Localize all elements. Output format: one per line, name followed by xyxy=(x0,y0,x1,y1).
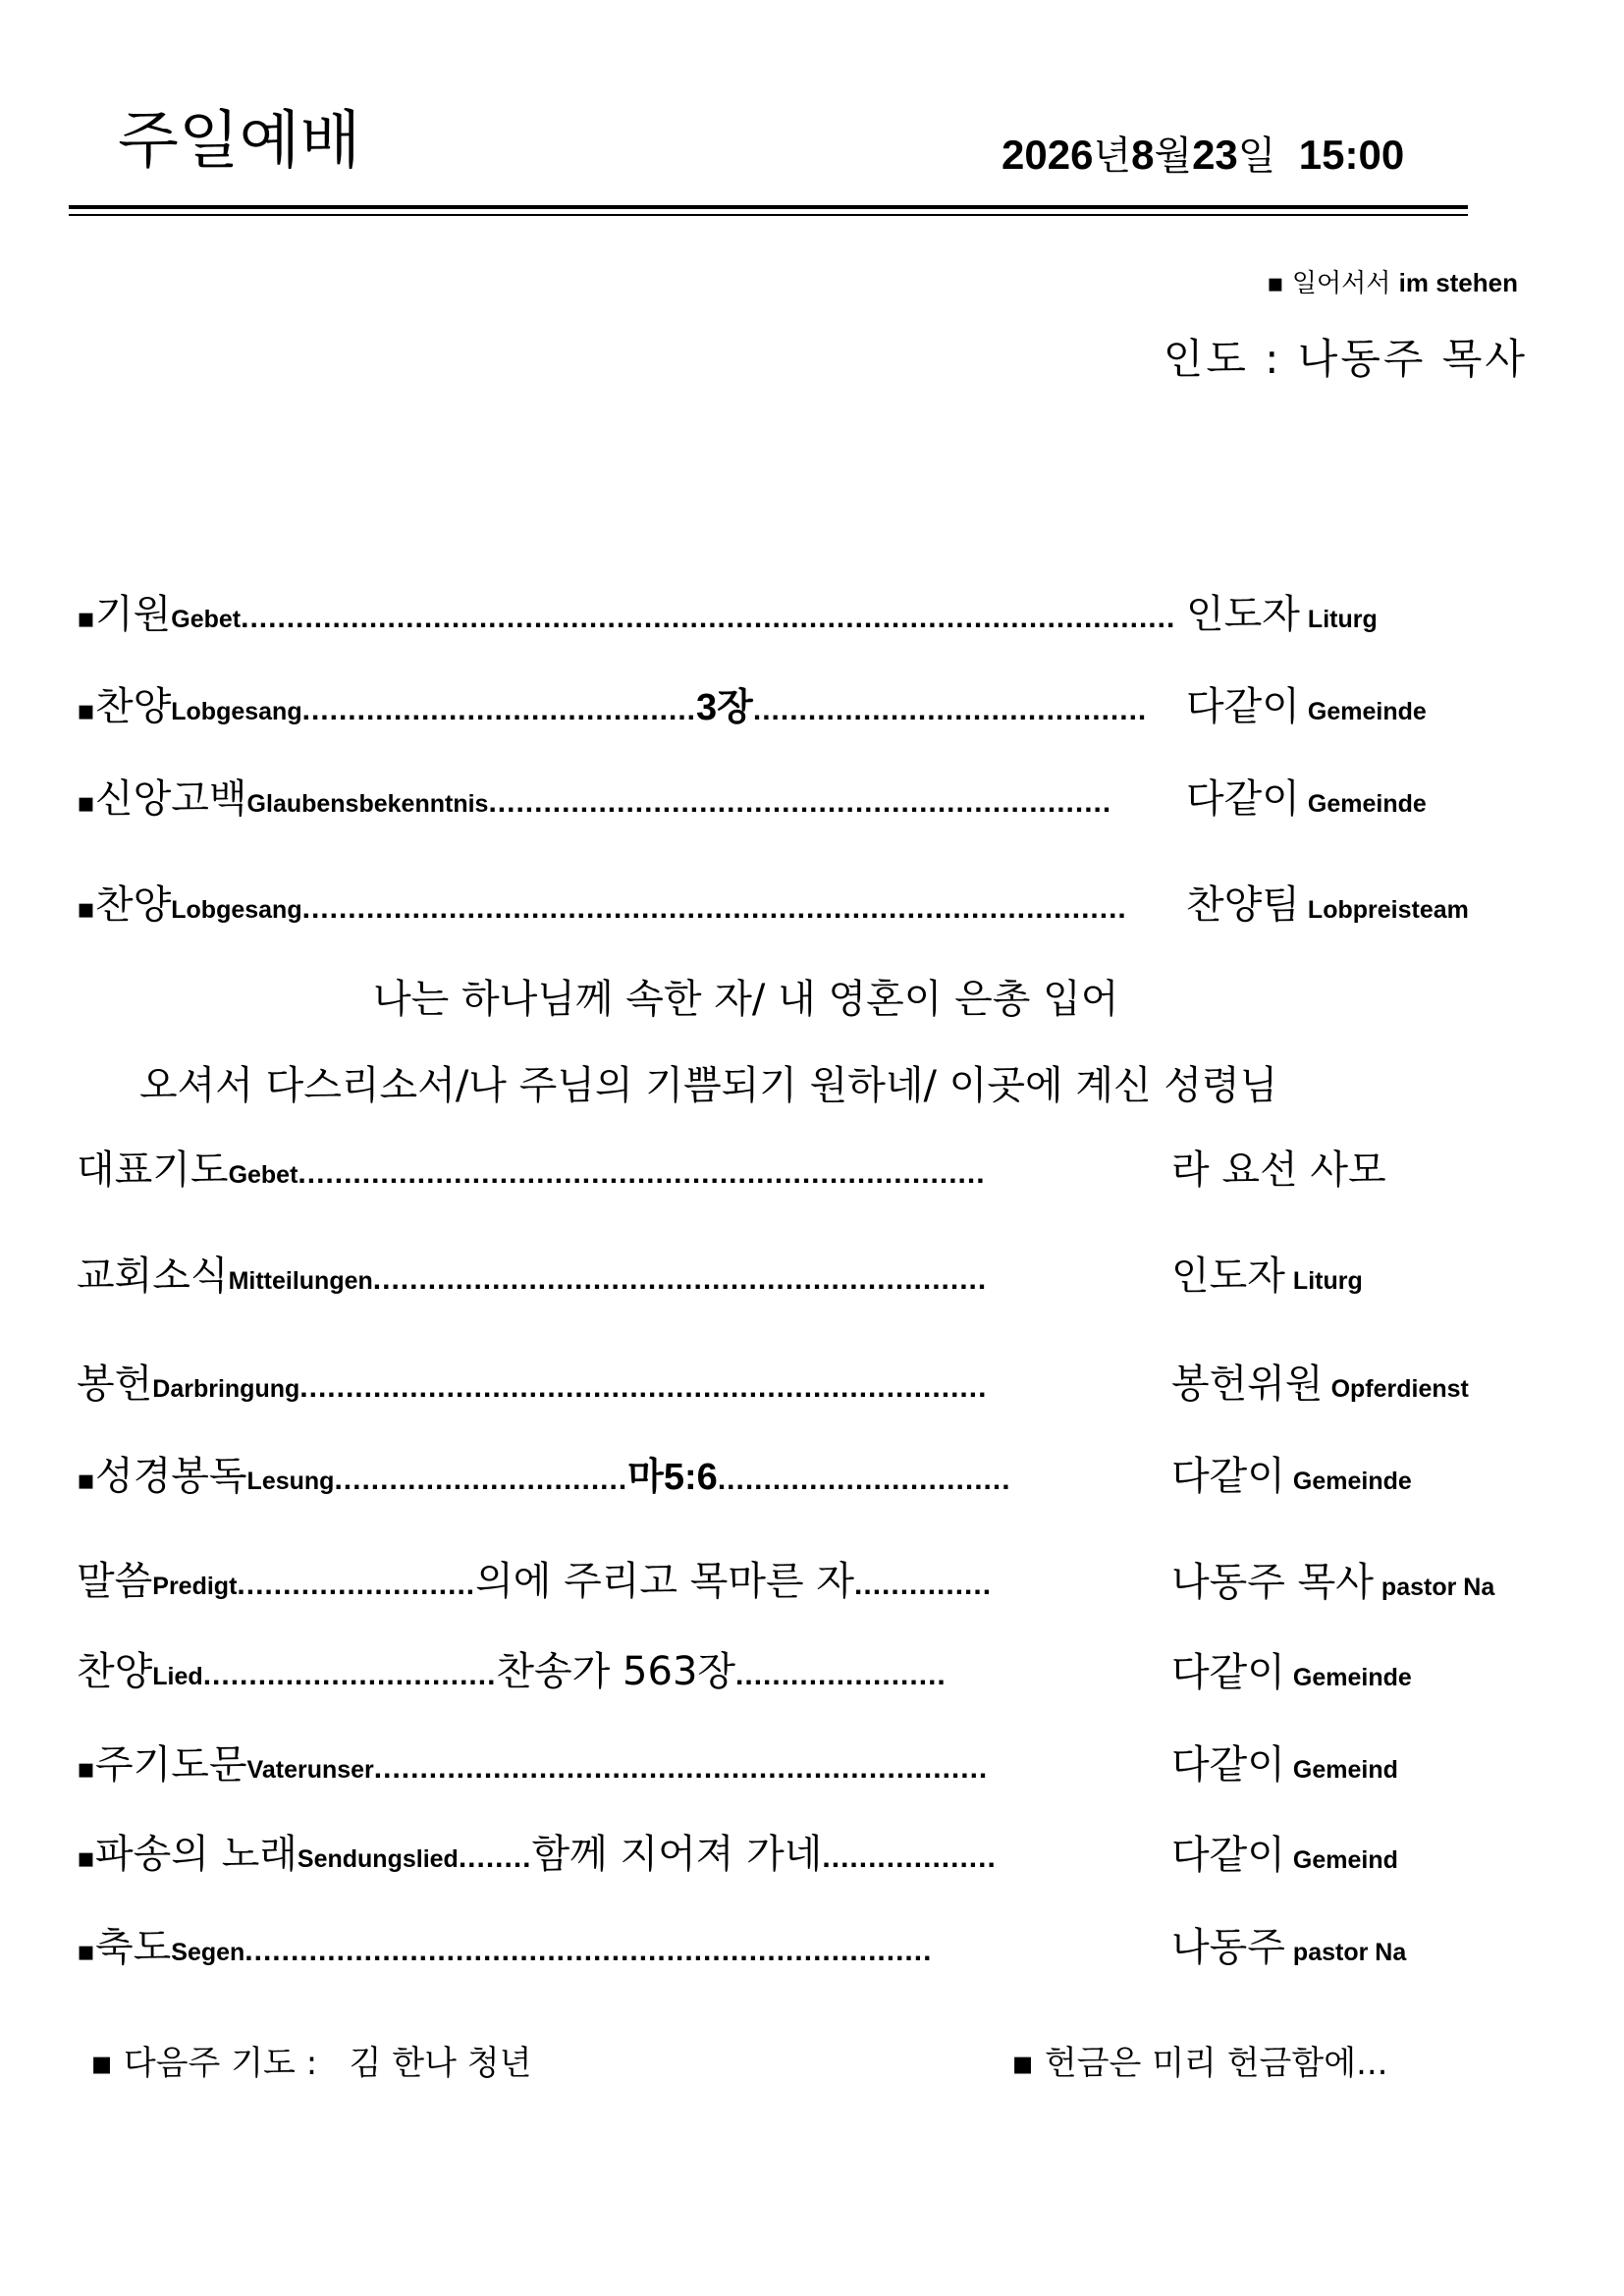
header-rule-thin xyxy=(69,214,1468,216)
service-item-name: 찬양 xyxy=(77,1649,153,1694)
offering-note-text: 헌금은 미리 헌금함에... xyxy=(1044,2044,1388,2083)
standing-note xyxy=(1267,263,1518,303)
leader-dots: ............... xyxy=(854,1569,993,1601)
service-item-leader-de: Gemeinde xyxy=(1292,1664,1412,1691)
leader-dots: ........................................................................... xyxy=(244,1935,933,1967)
bullet-icon: ▪ xyxy=(77,1935,95,1967)
next-week-prayer-label: 다음주 기도 : xyxy=(123,2044,318,2083)
service-item-name: 성경봉독 xyxy=(94,1454,247,1499)
bullet-icon: ▪ xyxy=(90,2044,114,2083)
service-item-right xyxy=(1186,591,1378,638)
leader-line: 인도 : 나동주 목사 xyxy=(1163,335,1528,383)
service-item-left xyxy=(77,881,1127,929)
lyric-line-1: 나는 하나님께 속한 자/ 내 영혼이 은총 입어 xyxy=(373,977,1119,1022)
service-item-left xyxy=(77,1640,947,1696)
service-item-leader: 찬양팀 xyxy=(1186,882,1300,928)
next-week-prayer-name: 김 한나 청년 xyxy=(349,2044,532,2083)
service-item-left xyxy=(77,676,1147,730)
bullet-icon: ▪ xyxy=(1267,269,1284,298)
offering-note xyxy=(1011,2040,1388,2087)
service-item-right xyxy=(1186,683,1427,730)
service-item-name: 신앙고백 xyxy=(94,776,247,822)
service-item-leader-de: Gemeind xyxy=(1292,1846,1398,1874)
service-item-right xyxy=(1171,1741,1398,1789)
service-item xyxy=(77,1139,1530,1201)
service-item-name-de: Vaterunser xyxy=(246,1756,374,1784)
service-item-right xyxy=(1171,1924,1406,1971)
service-item-left xyxy=(77,1446,1011,1500)
service-item-right xyxy=(1171,1361,1469,1408)
service-item xyxy=(77,1824,1530,1887)
service-item-left xyxy=(77,1361,987,1408)
service-item-leader-de: Gemeinde xyxy=(1292,1468,1412,1495)
leader-dots: ................................ xyxy=(717,1464,1011,1496)
service-item-right xyxy=(1171,1649,1412,1696)
service-item-name-de: Gebet xyxy=(228,1161,298,1189)
leader-dots: ........................................................................... xyxy=(298,1157,986,1190)
date-year-unit: 년 xyxy=(1093,133,1132,179)
bullet-icon: ▪ xyxy=(1011,2044,1035,2083)
service-item-name-de: Predigt xyxy=(152,1573,238,1600)
bullet-icon: ▪ xyxy=(77,602,95,634)
service-item-detail: 마5:6 xyxy=(627,1457,718,1498)
service-item-leader: 다같이 xyxy=(1171,1742,1285,1788)
service-item xyxy=(77,1916,1530,1979)
leader-dots: ................................................................... xyxy=(372,1263,988,1296)
service-item-name: 교회소식 xyxy=(77,1254,229,1299)
service-item-left xyxy=(77,1741,988,1789)
bullet-icon: ▪ xyxy=(77,892,95,925)
service-item xyxy=(77,1551,1530,1614)
service-item-leader-de: Gemeind xyxy=(1292,1756,1398,1784)
next-week-prayer xyxy=(90,2040,531,2087)
service-item-name-de: Lobgesang xyxy=(171,896,302,924)
bullet-icon: ▪ xyxy=(77,1464,95,1496)
bullet-icon: ▪ xyxy=(77,1842,95,1874)
service-item-leader-de: pastor Na xyxy=(1380,1574,1495,1601)
service-item-leader-de: Lobpreisteam xyxy=(1307,896,1469,924)
service-item-right xyxy=(1171,1147,1394,1194)
service-item-name-de: Lobgesang xyxy=(171,698,302,725)
leader-dots: .......................... xyxy=(237,1569,476,1601)
service-item-leader: 다같이 xyxy=(1171,1833,1285,1878)
service-item-name: 봉헌 xyxy=(77,1362,153,1407)
service-item xyxy=(77,1641,1530,1704)
bullet-icon: ▪ xyxy=(77,1752,95,1785)
service-item-name: 대표기도 xyxy=(77,1148,229,1193)
leader-dots: ................................................................... xyxy=(373,1752,989,1785)
service-item-name: 말씀 xyxy=(77,1559,153,1604)
leader-dots: ...................................................................................................... xyxy=(241,602,1176,634)
service-item-left xyxy=(77,1823,997,1879)
service-item-detail: 찬송가 563장 xyxy=(496,1649,736,1694)
service-item-left xyxy=(77,1253,987,1300)
service-item-right xyxy=(1171,1253,1363,1300)
service-item-left xyxy=(77,775,1111,823)
service-item-name-de: Lied xyxy=(152,1663,203,1690)
service-item-leader: 다같이 xyxy=(1186,776,1300,822)
service-item-leader: 다같이 xyxy=(1171,1454,1285,1499)
service-item-name-de: Mitteilungen xyxy=(228,1267,373,1295)
service-item-detail: 함께 지어져 가네 xyxy=(531,1832,823,1877)
service-item-leader: 봉헌위원 xyxy=(1171,1362,1324,1407)
service-item-name: 축도 xyxy=(94,1925,172,1970)
service-item xyxy=(77,1445,1530,1508)
date-month-unit: 월 xyxy=(1154,133,1193,179)
service-item-detail: 3장 xyxy=(696,687,753,728)
service-item xyxy=(77,675,1530,738)
service-item-left xyxy=(77,1924,932,1971)
service-item-right xyxy=(1171,1453,1412,1500)
service-item-leader: 인도자 xyxy=(1171,1254,1285,1299)
service-item xyxy=(77,1353,1530,1415)
service-item-name-de: Segen xyxy=(171,1939,245,1966)
service-item-name: 기원 xyxy=(94,592,172,637)
service-item-name-de: Lesung xyxy=(246,1468,335,1495)
date-year: 2026 xyxy=(1001,132,1094,178)
header-rule-thick xyxy=(69,205,1468,209)
leader-dots: .................................................................... xyxy=(488,786,1112,819)
service-item-name: 주기도문 xyxy=(94,1742,247,1788)
leader-dots: ....................... xyxy=(735,1659,947,1691)
service-item-name: 찬양 xyxy=(94,882,172,928)
leader-dots: ................... xyxy=(822,1842,997,1874)
service-item-leader: 다같이 xyxy=(1186,684,1300,729)
service-item-left xyxy=(77,591,1175,638)
service-item-right xyxy=(1186,881,1469,929)
service-date xyxy=(1001,126,1404,186)
date-day: 23 xyxy=(1192,132,1238,178)
leader-dots: ................................ xyxy=(334,1464,628,1496)
service-item-right xyxy=(1186,775,1427,823)
service-item xyxy=(77,1245,1530,1308)
service-item xyxy=(77,874,1530,936)
service-item-name-de: Darbringung xyxy=(152,1375,300,1403)
date-day-unit: 일 xyxy=(1237,133,1276,179)
service-item-left xyxy=(77,1147,986,1194)
service-item-name-de: Gebet xyxy=(171,606,242,633)
lyric-line-2: 오셔서 다스리소서/나 주님의 기쁨되기 원하네/ 이곳에 계신 성령님 xyxy=(139,1063,1278,1108)
service-item-detail: 의에 주리고 목마른 자 xyxy=(475,1559,855,1604)
service-item-name: 파송의 노래 xyxy=(94,1832,298,1877)
bullet-icon: ▪ xyxy=(77,786,95,819)
standing-note-ko: 일어서서 xyxy=(1291,269,1391,298)
service-item-leader: 라 요선 사모 xyxy=(1171,1148,1386,1193)
leader-dots: ........ xyxy=(458,1842,532,1874)
service-item-leader-de: Liturg xyxy=(1292,1267,1363,1295)
service-item-leader: 인도자 xyxy=(1186,592,1300,637)
date-time: 15:00 xyxy=(1298,132,1405,178)
leader-dots: .......................................................................................... xyxy=(301,892,1127,925)
service-item-right xyxy=(1171,1559,1494,1606)
service-item-leader-de: Opferdienst xyxy=(1330,1375,1469,1403)
leader-dots: ........................................... xyxy=(752,694,1148,726)
service-item-leader-de: Gemeinde xyxy=(1307,698,1427,725)
date-month: 8 xyxy=(1131,132,1155,178)
service-item xyxy=(77,1734,1530,1796)
service-item-leader-de: Gemeinde xyxy=(1307,790,1427,818)
service-item-name: 찬양 xyxy=(94,684,172,729)
leader-dots: ........................................... xyxy=(301,694,697,726)
service-item xyxy=(77,583,1530,646)
bullet-icon: ▪ xyxy=(77,694,95,726)
page-title: 주일예배 xyxy=(118,105,361,178)
service-item-leader-de: Liturg xyxy=(1307,606,1378,633)
service-item xyxy=(77,768,1530,830)
service-item-left xyxy=(77,1550,992,1606)
service-item-name-de: Sendungslied xyxy=(297,1845,459,1873)
service-item-leader: 나동주 xyxy=(1171,1925,1285,1970)
standing-note-de: im stehen xyxy=(1398,268,1518,297)
leader-dots: ........................................................................... xyxy=(299,1371,988,1404)
service-item-name-de: Glaubensbekenntnis xyxy=(246,790,489,818)
service-item-leader: 다같이 xyxy=(1171,1650,1285,1695)
leader-dots: ................................ xyxy=(202,1659,497,1691)
service-item-leader-de: pastor Na xyxy=(1292,1939,1407,1966)
service-item-right xyxy=(1171,1832,1398,1879)
service-item-leader: 나동주 목사 xyxy=(1171,1560,1374,1605)
